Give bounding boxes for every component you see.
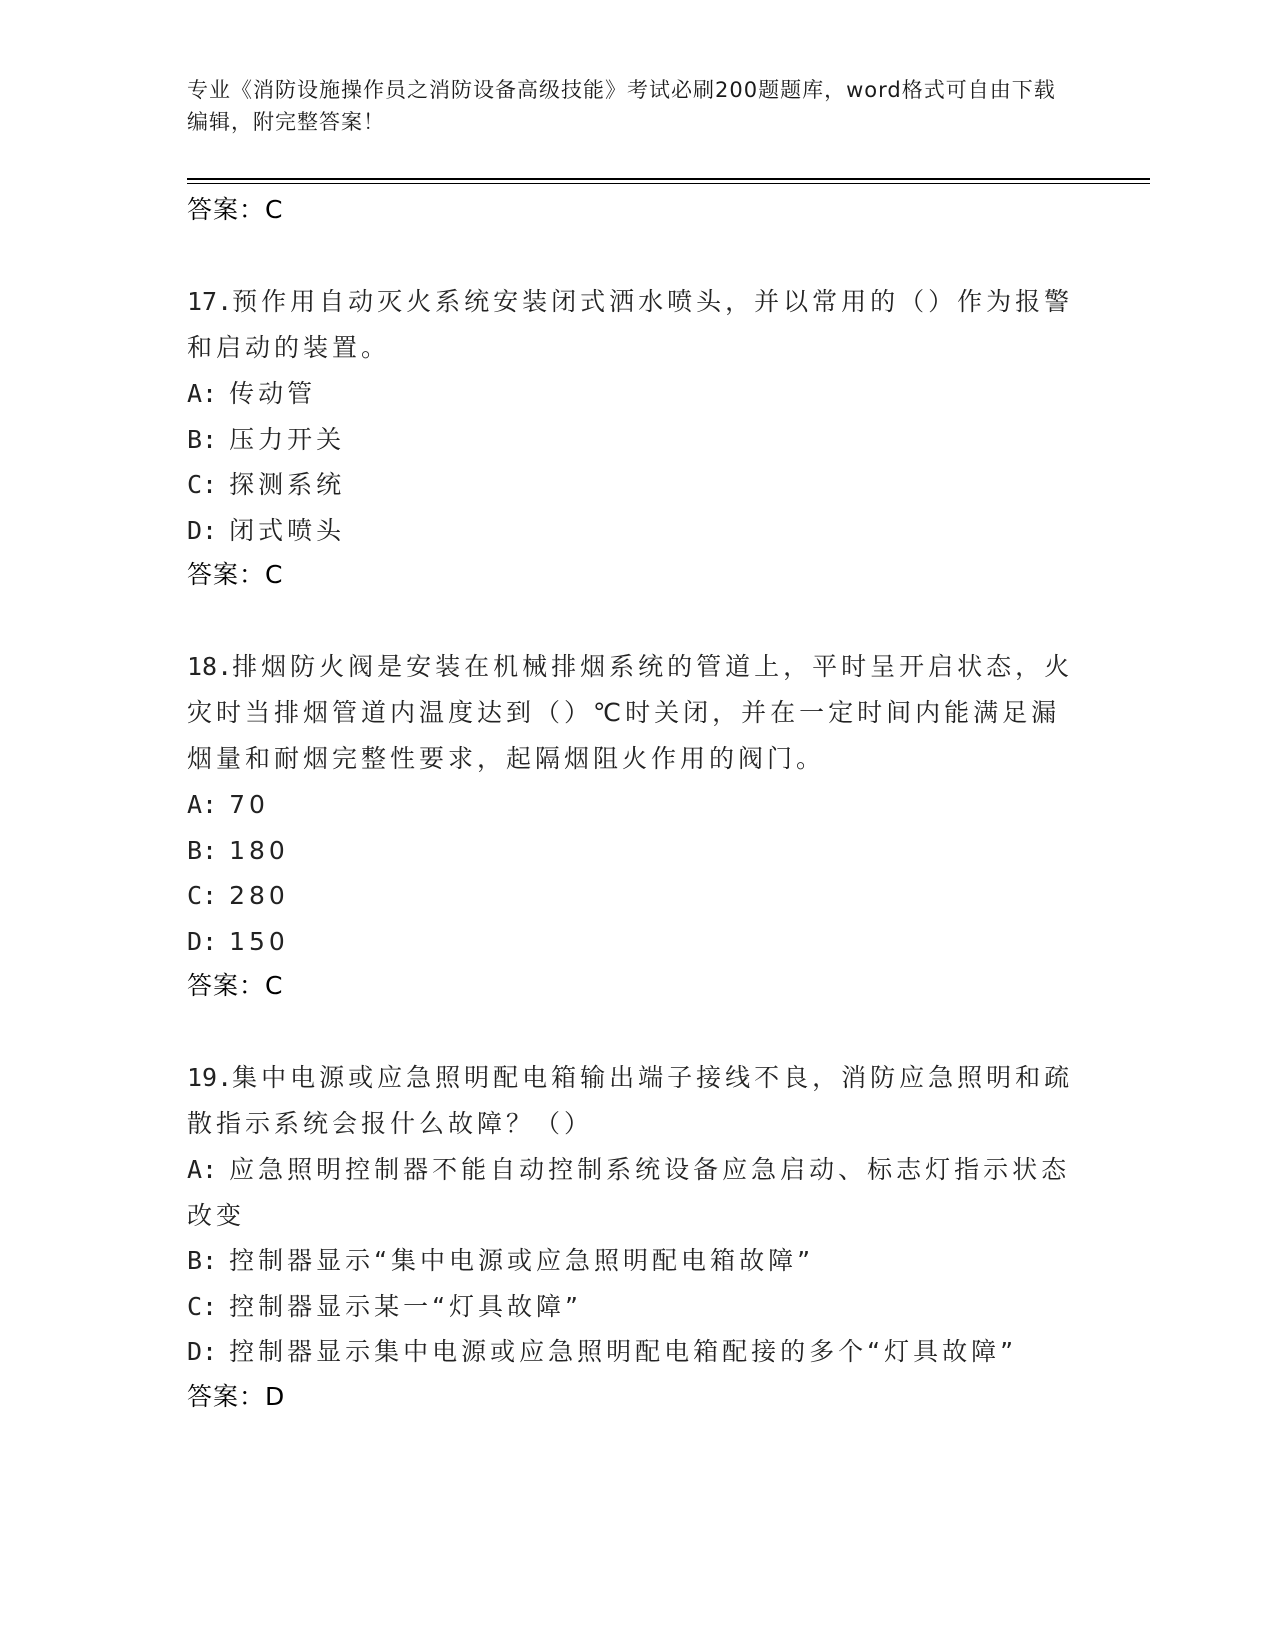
answer-line: 答案：D [187,1381,286,1411]
option-text: 280 [229,881,289,910]
option-letter: C: [187,1291,218,1321]
answer-line-16: 答案：C [187,195,284,224]
question-stem [187,644,1087,782]
option-c [187,1284,1087,1330]
option-b [187,828,1087,874]
option-letter: A: [187,790,218,819]
option-text: 70 [229,790,269,819]
option-text: 控制器显示“集中电源或应急照明配电箱故障” [229,1246,815,1275]
option-c [187,462,1087,508]
option-a [187,371,1087,417]
option-c [187,873,1087,919]
question-number: 17. [187,287,233,316]
option-text: 控制器显示集中电源或应急照明配电箱配接的多个“灯具故障” [229,1337,1018,1366]
header-divider-thick [187,178,1150,180]
option-text: 180 [229,835,289,865]
option-letter: D: [187,926,218,956]
question-18 [187,644,1087,1008]
question-number: 18. [187,652,233,681]
answer-line: 答案：C [187,560,284,589]
question-text: 预作用自动灭火系统安装闭式洒水喷头，并以常用的（）作为报警和启动的装置。 [187,287,1074,362]
option-letter: C: [187,881,218,910]
document-header: 专业《消防设施操作员之消防设备高级技能》考试必刷200题题库，word格式可自由下载编辑，附完整答案！ [187,78,1056,134]
option-d [187,1329,1087,1375]
header-divider-thin [187,183,1150,184]
option-text: 控制器显示某一“灯具故障” [229,1291,583,1321]
question-19 [187,1055,1087,1419]
option-letter: B: [187,835,218,865]
option-letter: A: [187,379,218,408]
option-b [187,1238,1087,1284]
option-letter: D: [187,1337,218,1366]
option-letter: B: [187,1246,218,1275]
option-b [187,417,1087,463]
option-letter: D: [187,515,218,545]
option-text: 传动管 [229,379,317,408]
question-number: 19. [187,1063,233,1092]
option-letter: C: [187,470,218,499]
option-a [187,782,1087,828]
option-text: 闭式喷头 [229,515,346,545]
option-letter: B: [187,424,218,454]
option-text: 探测系统 [229,470,346,499]
option-d [187,919,1087,965]
question-stem [187,279,1087,371]
question-text: 集中电源或应急照明配电箱输出端子接线不良，消防应急照明和疏散指示系统会报什么故障？（） [187,1063,1074,1138]
option-text: 压力开关 [229,424,346,454]
question-text: 排烟防火阀是安装在机械排烟系统的管道上，平时呈开启状态，火灾时当排烟管道内温度达到（）℃时关闭，并在一定时间内能满足漏烟量和耐烟完整性要求，起隔烟阻火作用的阀门。 [187,652,1074,773]
option-text: 150 [229,926,289,956]
option-letter: A: [187,1155,218,1184]
question-list [187,188,1087,1419]
question-17 [187,279,1087,597]
option-a [187,1147,1087,1238]
option-d [187,508,1087,554]
question-stem [187,1055,1087,1147]
option-text: 应急照明控制器不能自动控制系统设备应急启动、标志灯指示状态改变 [187,1155,1071,1230]
answer-line: 答案：C [187,971,284,1000]
